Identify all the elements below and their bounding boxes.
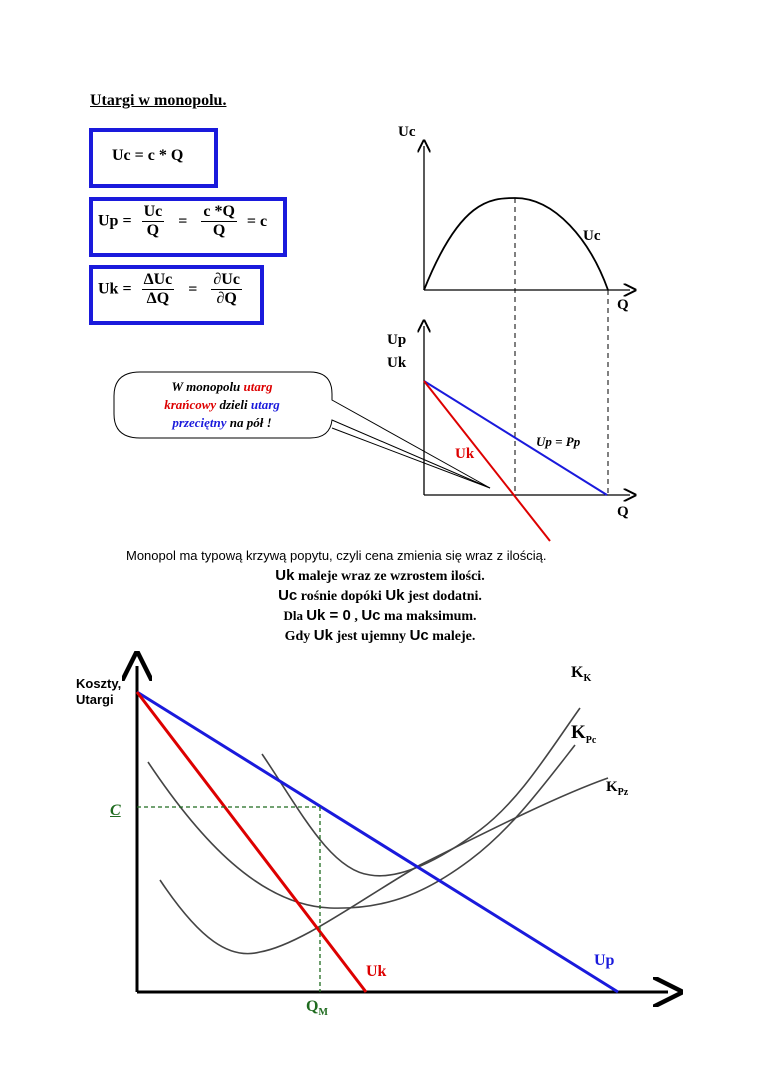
mid-y-label-uk: Uk xyxy=(387,355,407,371)
uk-eq: = xyxy=(188,280,198,298)
bullet-text: Monopol ma typową krzywą popytu, czyli cena zmienia się wraz z ilością. xyxy=(126,548,547,563)
mid-up-label: Up = Pp xyxy=(536,434,581,449)
uk-frac-2: $\frac{\partial Uc}{\partial Q}$ xyxy=(213,271,240,307)
line-2: Uc rośnie dopóki Uk jest dodatni. xyxy=(278,587,482,604)
bottom-uk-label: Uk xyxy=(366,963,387,980)
top-curve-label: Uc xyxy=(583,228,601,244)
callout-krancowy: krańcowy xyxy=(164,397,217,412)
up-frac-1: $\frac{Uc}{Q}$ xyxy=(143,203,163,239)
kpz-label: $K_{Pz}$ xyxy=(606,779,629,798)
uc-curve xyxy=(424,198,608,290)
callout-przecietny: przeciętny xyxy=(172,415,227,430)
mid-x-label: Q xyxy=(617,504,629,520)
bottom-up-line xyxy=(137,692,618,992)
kpz-curve xyxy=(160,778,608,954)
line-3: Dla Uk = 0 , Uc ma maksimum. xyxy=(283,607,477,624)
callout-text: W monopolu utarg krańcowy dzieli utarg przeciętny na pół ! xyxy=(164,379,280,430)
kpc-label: $K_{Pc}$ xyxy=(571,722,597,746)
callout-utarg-blue: utarg xyxy=(250,397,280,412)
kk-curve xyxy=(262,708,580,876)
line-4: Gdy Uk jest ujemny Uc maleje. xyxy=(284,627,476,644)
page-title: Utargi w monopolu. xyxy=(90,92,227,109)
kpc-curve xyxy=(148,745,575,908)
line-1: Uk maleje wraz ze wzrostem ilości. xyxy=(275,567,485,584)
uk-lhs: Uk = xyxy=(98,280,132,298)
mid-chart xyxy=(424,326,630,541)
bottom-y-label: Koszty, Utargi xyxy=(76,676,122,707)
callout-utarg-red: utarg xyxy=(243,379,273,394)
mid-uk-line xyxy=(424,381,550,541)
up-eq: = xyxy=(178,212,188,230)
kk-label: $K_K$ xyxy=(571,664,592,685)
mid-y-label-up: Up xyxy=(387,332,407,348)
top-chart xyxy=(424,146,630,495)
mid-uk-label: Uk xyxy=(455,446,475,462)
qm-label: $Q_M$ xyxy=(306,998,328,1019)
bullet-line xyxy=(112,548,547,563)
bottom-uk-line xyxy=(137,692,366,992)
up-rhs: = c xyxy=(246,212,268,230)
top-x-label: Q xyxy=(617,297,629,313)
formula-uc: Uc = c * Q xyxy=(112,147,184,164)
up-frac-2: $\frac{c *Q}{Q}$ xyxy=(203,203,235,239)
up-lhs: Up = xyxy=(98,212,132,230)
uk-frac-1: ΔUc ΔQ xyxy=(143,271,173,307)
c-label: C xyxy=(110,802,121,819)
bottom-up-label: Up xyxy=(594,952,615,969)
bottom-chart xyxy=(137,666,668,992)
top-y-label: Uc xyxy=(398,124,416,140)
